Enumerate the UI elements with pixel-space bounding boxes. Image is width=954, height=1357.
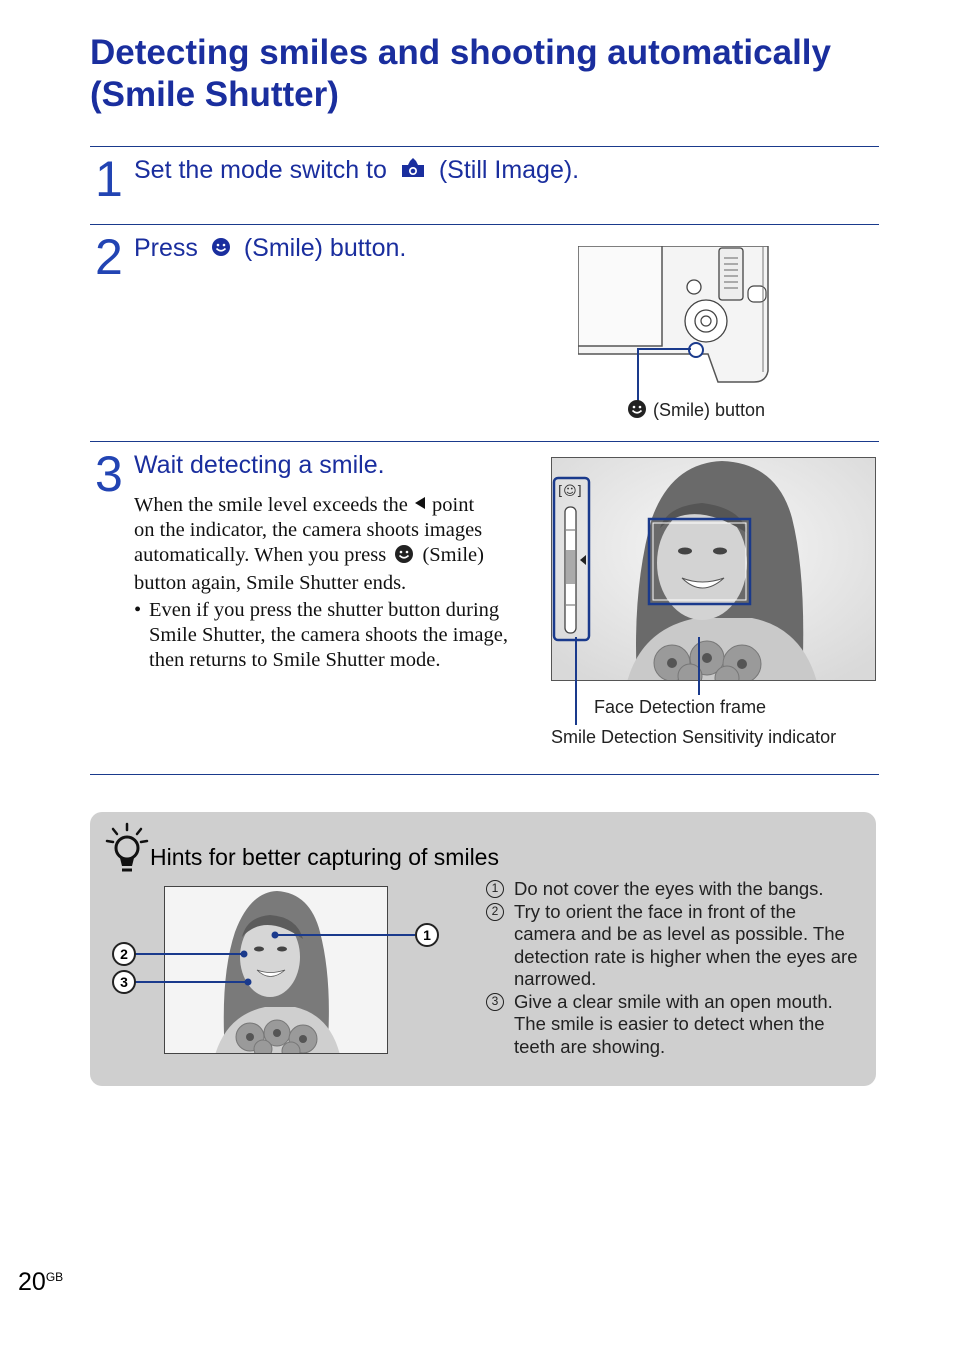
title-line-1: Detecting smiles and shooting automatically	[90, 33, 831, 72]
page-number-suffix: GB	[45, 1270, 64, 1284]
page-number-value: 20	[18, 1268, 46, 1296]
divider	[90, 441, 879, 442]
hint-text: Try to orient the face in front of the camera and be as level as possible. The detection rate is higher when the eyes are narrowed.	[514, 900, 858, 989]
step-number-3: 3	[95, 446, 123, 502]
step-3-line-4: button again, Smile Shutter ends.	[134, 572, 407, 594]
smile-sensitivity-caption: Smile Detection Sensitivity indicator	[551, 727, 837, 747]
callout-badge-1: 1	[415, 923, 439, 947]
step-2-heading	[134, 233, 406, 264]
hint-callout-lines	[105, 915, 445, 1000]
title-line-2: (Smile Shutter)	[90, 75, 339, 114]
hint-text: Give a clear smile with an open mouth. The smile is easier to detect when the teeth are showing.	[514, 990, 833, 1057]
hint-item	[486, 991, 861, 1059]
divider	[90, 774, 879, 775]
step-2-text-pre: Press	[134, 234, 198, 262]
step-1-text-pre: Set the mode switch to	[134, 156, 387, 184]
face-detection-caption: Face Detection frame	[594, 697, 767, 717]
step-3-line-2: on the indicator, the camera shoots images	[134, 519, 483, 541]
step-3-bullet: • Even if you press the shutter button during Smile Shutter, the camera shoots the image, then returns to Smile Shutter mode.	[134, 598, 509, 673]
smile-icon	[627, 399, 647, 424]
hints-list	[486, 878, 861, 1058]
step-1-text-post: (Still Image).	[438, 156, 580, 184]
step-3-line-3-end: (Smile)	[422, 544, 484, 566]
step-number-1: 1	[95, 151, 123, 207]
hint-item	[486, 878, 861, 901]
lightbulb-hint-icon	[104, 822, 150, 879]
step-3-line-1-end: point	[432, 494, 475, 516]
indicator-smile-glyph: [☺]	[558, 484, 582, 499]
hint-number: 2	[486, 903, 504, 921]
left-triangle-icon	[413, 492, 427, 517]
step-2-text-post: (Smile) button.	[243, 234, 407, 262]
step-3-description	[134, 492, 524, 673]
hint-number: 3	[486, 993, 504, 1011]
divider	[90, 146, 879, 147]
step-1-heading	[134, 155, 579, 186]
callout-badge-2: 2	[112, 942, 136, 966]
step-3-heading: Wait detecting a smile.	[134, 451, 385, 479]
step-3-line-1: When the smile level exceeds the	[134, 494, 408, 516]
step-3-line-3: automatically. When you press	[134, 544, 387, 566]
page-title	[90, 32, 890, 116]
smile-icon	[394, 544, 414, 571]
callout-badge-3: 3	[112, 970, 136, 994]
smile-button-label: (Smile) button	[653, 400, 766, 420]
hint-item	[486, 901, 861, 991]
page-number	[18, 1268, 63, 1297]
smile-button-caption	[627, 399, 765, 424]
hint-text: Do not cover the eyes with the bangs.	[514, 878, 824, 899]
camera-icon	[400, 156, 426, 186]
divider	[90, 224, 879, 225]
smile-button-leader-line	[630, 345, 700, 405]
hints-title: Hints for better capturing of smiles	[150, 844, 499, 870]
smile-icon	[211, 234, 231, 264]
step-number-2: 2	[95, 229, 123, 285]
hint-number: 1	[486, 880, 504, 898]
